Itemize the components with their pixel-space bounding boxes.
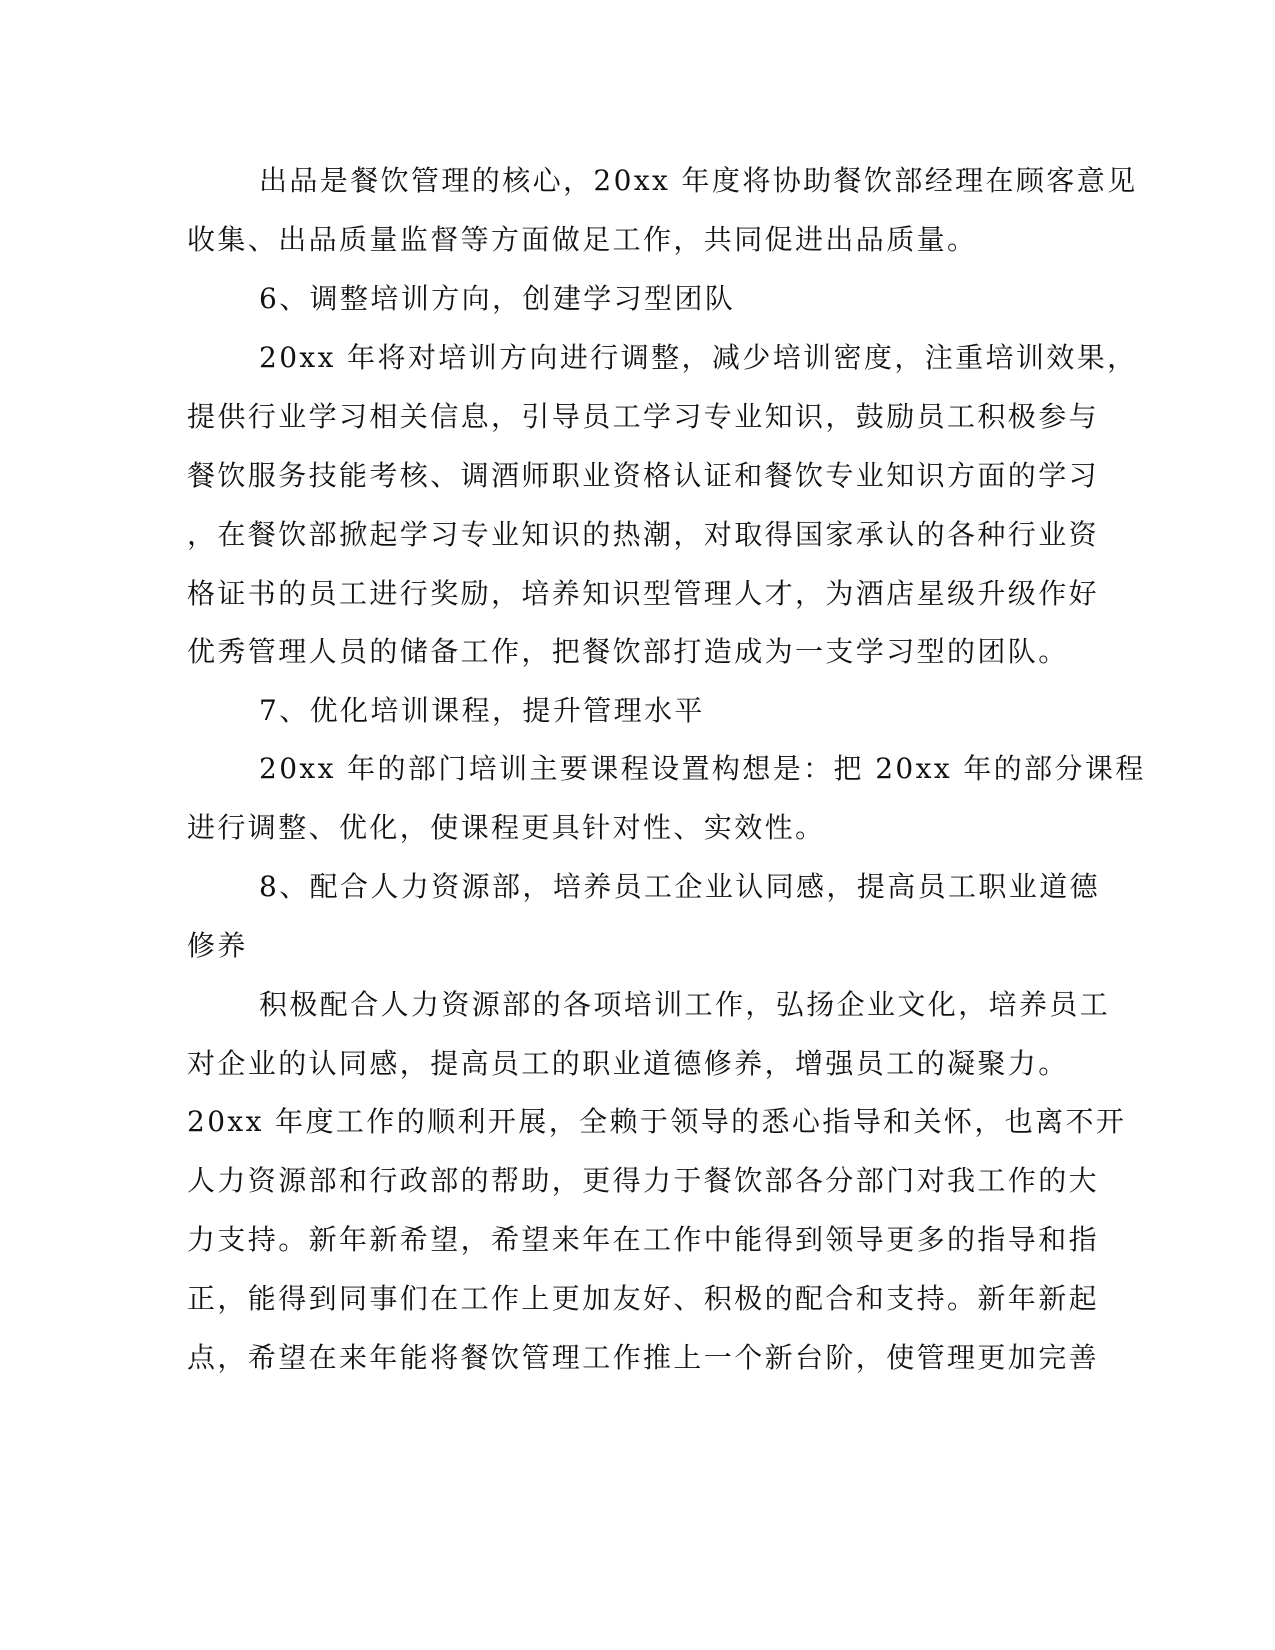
paragraph-line: 正，能得到同事们在工作上更加友好、积极的配合和支持。新年新起 [187, 1282, 1100, 1315]
paragraph-line: 提供行业学习相关信息，引导员工学习专业知识，鼓励员工积极参与 [187, 400, 1100, 433]
paragraph-line: 餐饮服务技能考核、调酒师职业资格认证和餐饮专业知识方面的学习 [187, 459, 1100, 492]
section-heading-continued: 修养 [187, 929, 248, 962]
paragraph-line: 出品是餐饮管理的核心，20xx 年度将协助餐饮部经理在顾客意见 [259, 164, 1138, 197]
section-heading: 6、调整培训方向，创建学习型团队 [259, 282, 736, 315]
section-heading: 8、配合人力资源部，培养员工企业认同感，提高员工职业道德 [259, 870, 1101, 903]
paragraph-line: 20xx 年将对培训方向进行调整，减少培训密度，注重培训效果， [259, 341, 1138, 374]
paragraph-line: ，在餐饮部掀起学习专业知识的热潮，对取得国家承认的各种行业资 [187, 518, 1100, 551]
paragraph-line: 格证书的员工进行奖励，培养知识型管理人才，为酒店星级升级作好 [187, 577, 1100, 610]
paragraph-line: 点，希望在来年能将餐饮管理工作推上一个新台阶，使管理更加完善 [187, 1341, 1100, 1374]
paragraph-line: 20xx 年度工作的顺利开展，全赖于领导的悉心指导和关怀，也离不开 [187, 1105, 1127, 1138]
paragraph-line: 优秀管理人员的储备工作，把餐饮部打造成为一支学习型的团队。 [187, 635, 1069, 668]
paragraph-line: 力支持。新年新希望，希望来年在工作中能得到领导更多的指导和指 [187, 1223, 1100, 1256]
paragraph-line: 人力资源部和行政部的帮助，更得力于餐饮部各分部门对我工作的大 [187, 1164, 1100, 1197]
paragraph-line: 收集、出品质量监督等方面做足工作，共同促进出品质量。 [187, 223, 978, 256]
paragraph-line: 进行调整、优化，使课程更具针对性、实效性。 [187, 811, 826, 844]
paragraph-line: 对企业的认同感，提高员工的职业道德修养，增强员工的凝聚力。 [187, 1047, 1069, 1080]
paragraph-line: 20xx 年的部门培训主要课程设置构想是：把 20xx 年的部分课程 [259, 752, 1146, 785]
paragraph-line: 积极配合人力资源部的各项培训工作，弘扬企业文化，培养员工 [259, 988, 1111, 1021]
section-heading: 7、优化培训课程，提升管理水平 [259, 694, 705, 727]
